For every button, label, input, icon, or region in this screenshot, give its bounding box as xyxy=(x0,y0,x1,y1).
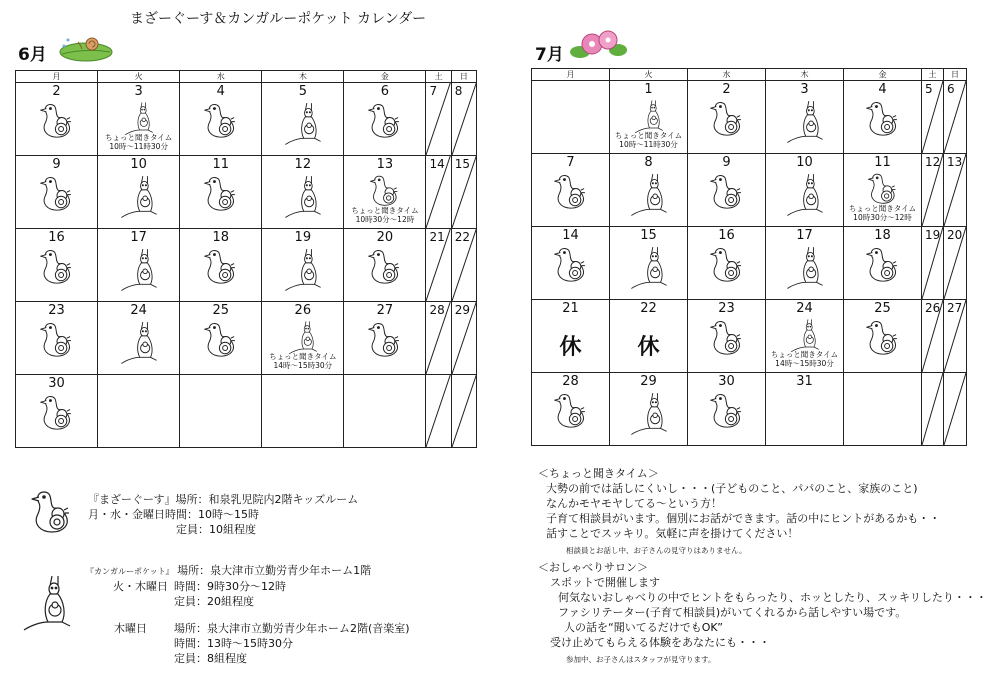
day-number: 26 xyxy=(294,303,312,318)
kangaroo-capacity-1: 定員：20組程度 xyxy=(174,595,254,608)
day-number: 12 xyxy=(925,155,941,169)
day-number: 29 xyxy=(454,303,470,317)
kangaroo-name: 『カンガルーポケット』 xyxy=(86,567,174,576)
day-number: 9 xyxy=(722,155,731,170)
day-number: 19 xyxy=(925,228,941,242)
goose-mascot-icon xyxy=(867,171,899,205)
calendar-day-cell xyxy=(16,156,98,229)
day-number: 9 xyxy=(52,157,61,172)
calendar-day-cell xyxy=(922,227,944,300)
calendar-day-cell xyxy=(16,375,98,448)
event-title: ちょっと聞きタイム xyxy=(351,206,419,215)
chotto-line: 話すことでスッキリ。気軽に声を掛けてください！ xyxy=(546,527,799,540)
calendar-day-cell xyxy=(610,81,688,154)
kangaroo-mascot-icon xyxy=(118,246,160,292)
kangaroo-mascot-icon xyxy=(282,173,324,219)
goose-mascot-icon xyxy=(367,319,403,359)
event-note xyxy=(98,133,179,151)
kangaroo-mascot-icon xyxy=(787,317,823,353)
goose-mascot-icon xyxy=(367,100,403,140)
day-number: 18 xyxy=(874,228,891,243)
goose-mascot-icon xyxy=(865,98,901,138)
weekday-header: 金 xyxy=(844,69,922,81)
salon-heading: ＜おしゃべりサロン＞ xyxy=(538,561,648,574)
weekday-header: 火 xyxy=(98,71,180,83)
day-number: 18 xyxy=(212,230,229,245)
chotto-line: なんかモヤモヤしてる〜という方！ xyxy=(546,497,722,510)
kangaroo-place-1: 場所：泉大津市立勤労青少年ホーム1階 xyxy=(177,564,372,577)
calendar-week xyxy=(16,302,477,375)
day-number: 8 xyxy=(454,84,463,98)
kangaroo-mascot-icon xyxy=(285,319,321,355)
weekday-header: 土 xyxy=(922,69,944,81)
kangaroo-mascot-icon xyxy=(118,173,160,219)
goose-name: 『まざーぐーす』 xyxy=(88,493,176,506)
closed-slash-icon xyxy=(944,373,966,445)
weekday-header: 金 xyxy=(344,71,426,83)
day-number: 3 xyxy=(800,82,809,97)
day-number: 10 xyxy=(796,155,813,170)
calendar-day-cell xyxy=(766,300,844,373)
calendar-day-cell xyxy=(688,154,766,227)
day-number: 21 xyxy=(429,230,445,244)
weekday-header: 火 xyxy=(610,69,688,81)
weekday-header: 月 xyxy=(16,71,98,83)
event-time: 10時30分〜12時 xyxy=(355,215,415,224)
day-number: 30 xyxy=(718,374,735,389)
calendar-day-cell xyxy=(451,83,476,156)
calendar-week xyxy=(16,375,477,448)
event-time: 10時〜11時30分 xyxy=(619,140,678,149)
event-time: 10時30分〜12時 xyxy=(853,213,912,222)
day-number: 31 xyxy=(796,374,813,389)
calendar-day-cell xyxy=(98,83,180,156)
weekday-header: 水 xyxy=(688,69,766,81)
morning-glory-icon xyxy=(568,28,628,62)
kangaroo-mascot-icon xyxy=(784,98,826,144)
day-number: 20 xyxy=(947,228,963,242)
goose-mascot-icon xyxy=(39,392,75,432)
goose-mascot-icon xyxy=(369,173,401,207)
event-note xyxy=(844,204,921,222)
day-number: 20 xyxy=(376,230,394,245)
goose-mascot-icon xyxy=(367,246,403,286)
event-note xyxy=(262,352,343,370)
calendar-day-cell xyxy=(180,375,262,448)
calendar-day-cell xyxy=(610,154,688,227)
calendar-day-cell xyxy=(426,83,451,156)
closed-day-label: 休 xyxy=(559,335,582,360)
goose-mascot-icon xyxy=(203,246,239,286)
day-number: 22 xyxy=(454,230,470,244)
day-number: 27 xyxy=(947,301,963,315)
event-title: ちょっと聞きタイム xyxy=(614,131,683,140)
calendar-day-cell xyxy=(922,300,944,373)
salon-line: 受け止めてもらえる体験をあなたにも・・・ xyxy=(550,636,770,649)
event-time: 14時〜15時30分 xyxy=(273,361,333,370)
goose-mascot-icon xyxy=(203,319,239,359)
chotto-section xyxy=(538,466,940,558)
salon-section xyxy=(538,560,987,667)
closed-slash-icon xyxy=(922,373,943,445)
calendar-week xyxy=(532,81,967,154)
day-number: 6 xyxy=(947,82,955,96)
salon-line: 何気ないおしゃべりの中でヒントをもらったり、ホッとしたり、スッキリしたり・・・ xyxy=(558,591,987,604)
calendar-day-cell xyxy=(532,81,610,154)
goose-mascot-icon xyxy=(709,244,745,284)
calendar-day-cell xyxy=(944,300,967,373)
salon-line: ファシリテーター(子育て相談員)がいてくれるから話しやすい場です。 xyxy=(558,606,907,619)
day-number: 4 xyxy=(216,84,225,99)
goose-mascot-icon xyxy=(30,488,76,538)
kangaroo-mascot-icon xyxy=(628,244,670,290)
chotto-line: 大勢の前では話しにくいし・・・(子どものこと、パパのこと、家族のこと) xyxy=(546,482,918,495)
calendar-day-cell xyxy=(451,229,476,302)
event-time: 10時〜11時30分 xyxy=(109,142,168,151)
event-note xyxy=(344,206,425,224)
day-number: 13 xyxy=(947,155,963,169)
calendar-day-cell xyxy=(532,154,610,227)
calendar-week xyxy=(532,227,967,300)
chotto-lines xyxy=(538,481,940,541)
calendar-day-cell xyxy=(262,229,344,302)
calendar-day-cell xyxy=(451,156,476,229)
calendar-day-cell xyxy=(844,300,922,373)
weekday-header: 水 xyxy=(180,71,262,83)
july-month-label: 7月 xyxy=(535,45,564,65)
calendar-day-cell xyxy=(262,156,344,229)
goose-mascot-icon xyxy=(865,244,901,284)
calendar-day-cell xyxy=(766,154,844,227)
calendar-day-cell xyxy=(180,302,262,375)
calendar-day-cell xyxy=(944,81,967,154)
calendar-day-cell xyxy=(922,154,944,227)
goose-info xyxy=(88,492,358,537)
day-number: 17 xyxy=(130,230,147,245)
day-number: 24 xyxy=(796,301,813,316)
event-note xyxy=(766,350,843,368)
day-number: 5 xyxy=(298,84,307,99)
calendar-day-cell xyxy=(344,302,426,375)
salon-lines xyxy=(538,575,987,650)
day-number: 16 xyxy=(718,228,735,243)
calendar-day-cell xyxy=(610,300,688,373)
event-title: ちょっと聞きタイム xyxy=(770,350,839,359)
day-number: 11 xyxy=(874,155,891,170)
goose-mascot-icon xyxy=(553,244,589,284)
day-number: 27 xyxy=(376,303,394,318)
day-number: 15 xyxy=(640,228,657,243)
calendar-day-cell xyxy=(688,373,766,446)
calendar-day-cell xyxy=(344,83,426,156)
calendar-week xyxy=(16,229,477,302)
day-number: 11 xyxy=(212,157,229,172)
day-number: 7 xyxy=(429,84,438,98)
kangaroo-time-1: 時間：9時30分〜12時 xyxy=(174,580,286,593)
salon-note: 参加中、お子さんはスタッフが見守ります。 xyxy=(566,655,716,664)
calendar-day-cell xyxy=(610,227,688,300)
event-title: ちょっと聞きタイム xyxy=(104,133,173,142)
calendar-day-cell xyxy=(180,229,262,302)
day-number: 26 xyxy=(925,301,941,315)
kangaroo-mascot-icon xyxy=(121,100,157,136)
calendar-day-cell xyxy=(532,373,610,446)
calendar-day-cell xyxy=(844,81,922,154)
calendar-day-cell xyxy=(16,229,98,302)
day-number: 6 xyxy=(380,84,390,99)
kangaroo-mascot-icon xyxy=(118,319,160,365)
calendar-day-cell xyxy=(451,302,476,375)
kangaroo-mascot-icon xyxy=(22,572,78,634)
goose-mascot-icon xyxy=(39,246,75,286)
calendar-day-cell xyxy=(426,229,451,302)
kangaroo-mascot-icon xyxy=(282,100,324,146)
calendar-day-cell xyxy=(532,227,610,300)
kangaroo-mascot-icon xyxy=(784,244,826,290)
calendar-day-cell xyxy=(688,81,766,154)
goose-mascot-icon xyxy=(203,173,239,213)
goose-days: 月・水・金曜日 xyxy=(88,508,165,521)
calendar-day-cell xyxy=(922,373,944,446)
day-number: 16 xyxy=(48,230,65,245)
calendar-day-cell xyxy=(844,373,922,446)
calendar-day-cell xyxy=(262,375,344,448)
calendar-day-cell xyxy=(610,373,688,446)
calendar-week xyxy=(16,156,477,229)
calendar-day-cell xyxy=(766,227,844,300)
day-number: 13 xyxy=(376,157,394,172)
closed-slash-icon xyxy=(426,375,450,447)
day-number: 25 xyxy=(874,301,891,316)
calendar-day-cell xyxy=(426,156,451,229)
weekday-header: 土 xyxy=(426,71,451,83)
day-number: 4 xyxy=(878,82,887,97)
kangaroo-mascot-icon xyxy=(628,390,670,436)
weekday-header: 日 xyxy=(451,71,476,83)
calendar-day-cell xyxy=(344,156,426,229)
weekday-header: 月 xyxy=(532,69,610,81)
calendar-week xyxy=(532,154,967,227)
kangaroo-time-2: 時間：13時〜15時30分 xyxy=(174,637,293,650)
salon-line: スポットで開催します xyxy=(550,576,660,589)
goose-mascot-icon xyxy=(709,98,745,138)
day-number: 10 xyxy=(130,157,147,172)
goose-mascot-icon xyxy=(553,390,589,430)
day-number: 24 xyxy=(130,303,147,318)
day-number: 1 xyxy=(644,82,653,97)
kangaroo-days-1: 火・木曜日 xyxy=(113,580,168,593)
day-number: 29 xyxy=(640,374,657,389)
calendar-day-cell xyxy=(944,227,967,300)
day-number: 15 xyxy=(454,157,470,171)
calendar-day-cell xyxy=(688,227,766,300)
snail-leaf-icon xyxy=(56,32,114,64)
event-title: ちょっと聞きタイム xyxy=(269,352,337,361)
day-number: 14 xyxy=(429,157,445,171)
kangaroo-info xyxy=(86,563,410,666)
june-calendar xyxy=(15,70,477,448)
calendar-day-cell xyxy=(944,373,967,446)
calendar-day-cell xyxy=(944,154,967,227)
day-number: 23 xyxy=(48,303,65,318)
weekday-header: 日 xyxy=(944,69,967,81)
goose-mascot-icon xyxy=(553,171,589,211)
day-number: 22 xyxy=(640,301,657,316)
day-number: 17 xyxy=(796,228,813,243)
kangaroo-mascot-icon xyxy=(784,171,826,217)
calendar-day-cell xyxy=(766,81,844,154)
day-number: 19 xyxy=(294,230,312,245)
kangaroo-place-2: 場所：泉大津市立勤労青少年ホーム2階(音楽室) xyxy=(174,622,410,635)
closed-day-label: 休 xyxy=(637,335,660,360)
goose-mascot-icon xyxy=(709,171,745,211)
salon-line: 人の話を“聞いてるだけでもOK” xyxy=(564,621,723,634)
calendar-day-cell xyxy=(16,302,98,375)
goose-mascot-icon xyxy=(39,319,75,359)
calendar-day-cell xyxy=(844,227,922,300)
day-number: 30 xyxy=(48,376,65,391)
event-title: ちょっと聞きタイム xyxy=(848,204,917,213)
goose-mascot-icon xyxy=(865,317,901,357)
calendar-day-cell xyxy=(180,83,262,156)
calendar-day-cell xyxy=(344,229,426,302)
day-number: 7 xyxy=(566,155,575,170)
calendar-day-cell xyxy=(766,373,844,446)
calendar-day-cell xyxy=(98,156,180,229)
day-number: 2 xyxy=(52,84,61,99)
calendar-day-cell xyxy=(426,375,451,448)
goose-mascot-icon xyxy=(709,390,745,430)
chotto-heading: ＜ちょっと聞きタイム＞ xyxy=(538,467,659,480)
day-number: 21 xyxy=(562,301,579,316)
calendar-day-cell xyxy=(98,229,180,302)
calendar-day-cell xyxy=(98,302,180,375)
calendar-day-cell xyxy=(426,302,451,375)
calendar-day-cell xyxy=(451,375,476,448)
calendar-week xyxy=(16,83,477,156)
calendar-day-cell xyxy=(922,81,944,154)
goose-mascot-icon xyxy=(39,173,75,213)
calendar-week xyxy=(532,300,967,373)
june-month-label: 6月 xyxy=(18,45,47,65)
day-number: 14 xyxy=(562,228,579,243)
day-number: 28 xyxy=(429,303,445,317)
calendar-day-cell xyxy=(688,300,766,373)
calendar-day-cell xyxy=(16,83,98,156)
calendar-day-cell xyxy=(262,302,344,375)
weekday-header: 木 xyxy=(766,69,844,81)
calendar-day-cell xyxy=(98,375,180,448)
calendar-day-cell xyxy=(180,156,262,229)
chotto-line: 子育て相談員がいます。個別にお話ができます。話の中にヒントがあるかも・・ xyxy=(546,512,941,525)
day-number: 3 xyxy=(134,84,143,99)
chotto-note: 相談員とお話し中、お子さんの見守りはありません。 xyxy=(566,546,747,555)
day-number: 28 xyxy=(562,374,579,389)
calendar-day-cell xyxy=(344,375,426,448)
calendar-week xyxy=(532,373,967,446)
goose-mascot-icon xyxy=(203,100,239,140)
goose-capacity: 定員：10組程度 xyxy=(176,523,256,536)
day-number: 25 xyxy=(212,303,229,318)
calendar-day-cell xyxy=(262,83,344,156)
day-number: 23 xyxy=(718,301,735,316)
kangaroo-capacity-2: 定員：8組程度 xyxy=(174,652,247,665)
closed-slash-icon xyxy=(452,375,476,447)
calendar-day-cell xyxy=(532,300,610,373)
day-number: 5 xyxy=(925,82,933,96)
goose-mascot-icon xyxy=(709,317,745,357)
day-number: 2 xyxy=(722,82,731,97)
goose-time: 時間：10時〜15時 xyxy=(165,508,259,521)
kangaroo-mascot-icon xyxy=(282,246,324,292)
event-note xyxy=(610,131,687,149)
kangaroo-days-2: 木曜日 xyxy=(114,622,147,635)
page-title: まざーぐーす＆カンガルーポケット カレンダー xyxy=(130,11,427,27)
calendar-day-cell xyxy=(844,154,922,227)
kangaroo-mascot-icon xyxy=(631,98,667,134)
july-calendar xyxy=(531,68,967,446)
kangaroo-mascot-icon xyxy=(628,171,670,217)
weekday-header: 木 xyxy=(262,71,344,83)
goose-mascot-icon xyxy=(39,100,75,140)
event-time: 14時〜15時30分 xyxy=(775,359,834,368)
day-number: 8 xyxy=(644,155,653,170)
goose-place: 場所：和泉乳児院内2階キッズルーム xyxy=(175,493,359,506)
day-number: 12 xyxy=(294,157,312,172)
